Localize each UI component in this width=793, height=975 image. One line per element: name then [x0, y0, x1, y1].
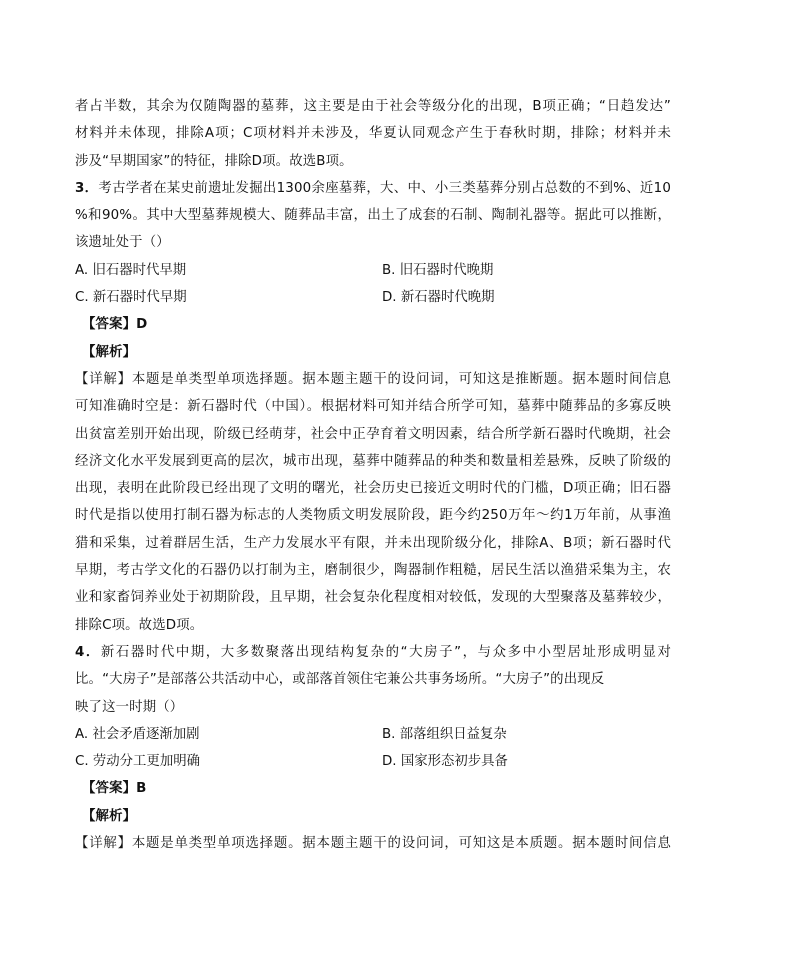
q3-option-d[interactable]: D. 新石器时代晚期	[382, 290, 495, 306]
q4-options-row-1	[75, 721, 671, 748]
q3-detail-line-4: 经济文化水平发展到更高的层次，城市出现，墓葬中随葬品的种类和数量相差悬殊，反映了阶级的	[75, 453, 671, 469]
q4-options-row-2	[75, 748, 671, 775]
q3-detail-line-5: 出现，表明在此阶段已经出现了文明的曙光，社会历史已接近文明时代的门槛，D项正确；旧石器	[75, 481, 671, 497]
q3-analysis-label: 【解析】	[82, 344, 137, 360]
q4-option-d[interactable]: D. 国家形态初步具备	[382, 754, 508, 770]
q3-detail-line-9: 业和家畜饲养业处于初期阶段，且早期，社会复杂化程度相对较低，发现的大型聚落及墓葬较少，	[75, 590, 671, 606]
q3-stem-line-2: %和90%。其中大型墓葬规模大、随葬品丰富，出土了成套的石制、陶制礼器等。据此可以推断，	[75, 208, 671, 224]
q4-stem-text-1: 新石器时代中期，大多数聚落出现结构复杂的“大房子”，与众多中小型居址形成明显对	[100, 644, 671, 660]
q4-stem-line-3: 映了这一时期（）	[75, 699, 184, 715]
q3-detail-line-6: 时代是指以使用打制石器为标志的人类物质文明发展阶段，距今约250万年～约1万年前，从事渔	[75, 508, 671, 524]
q3-detail-line-1: 【详解】本题是单类型单项选择题。据本题主题干的设问词，可知这是推断题。据本题时间信息	[75, 371, 671, 387]
q3-number: 3．	[75, 180, 99, 196]
q3-option-a[interactable]: A. 旧石器时代早期	[75, 262, 187, 278]
q3-analysis-line	[75, 339, 671, 366]
q3-detail-line-10: 排除C项。故选D项。	[75, 617, 204, 633]
q4-stem-line-1	[75, 639, 671, 666]
q3-option-c[interactable]: C. 新石器时代早期	[75, 290, 187, 306]
prev-explanation-line-3: 涉及“早期国家”的特征，排除D项。故选B项。	[75, 153, 353, 169]
q3-detail-line-2: 可知准确时空是：新石器时代（中国）。根据材料可知并结合所学可知，墓葬中随葬品的多寡反映	[75, 399, 671, 415]
q3-stem-text-1: 考古学者在某史前遗址发掘出1300余座墓葬，大、中、小三类墓葬分别占总数的不到%、近10	[98, 180, 671, 196]
prev-explanation-line-2: 材料并未体现，排除A项；C项材料并未涉及，华夏认同观念产生于春秋时期，排除；材料并未	[75, 126, 671, 142]
q3-answer-line	[75, 311, 671, 338]
q4-stem-line-2: 比。“大房子”是部落公共活动中心，或部落首领住宅兼公共事务场所。“大房子”的出现反	[75, 672, 605, 688]
q3-detail-line-7: 猎和采集，过着群居生活，生产力发展水平有限，并未出现阶级分化，排除A、B项；新石器时代	[75, 535, 671, 551]
q3-detail-line-3: 出贫富差别开始出现，阶级已经萌芽，社会中正孕育着文明因素，结合所学新石器时代晚期，社会	[75, 426, 671, 442]
q3-answer-value: D	[136, 317, 148, 333]
document-page	[75, 93, 671, 857]
q4-answer-value: B	[136, 781, 147, 797]
q4-detail-line-1: 【详解】本题是单类型单项选择题。据本题主题干的设问词，可知这是本质题。据本题时间信息	[75, 836, 671, 852]
q4-option-c[interactable]: C. 劳动分工更加明确	[75, 754, 200, 770]
q3-answer-label: 【答案】	[82, 317, 137, 333]
q3-stem-line-3: 该遗址处于（）	[75, 235, 170, 251]
q3-options-row-1	[75, 257, 671, 284]
q4-analysis-line	[75, 803, 671, 830]
q4-number: 4．	[75, 644, 101, 660]
q3-detail-line-8: 早期，考古学文化的石器仍以打制为主，磨制很少，陶器制作粗糙，居民生活以渔猎采集为主，农	[75, 563, 671, 579]
q4-analysis-label: 【解析】	[82, 808, 137, 824]
q3-options-row-2	[75, 284, 671, 311]
q3-stem-line-1	[75, 175, 671, 202]
q4-answer-label: 【答案】	[82, 781, 137, 797]
q4-option-b[interactable]: B. 部落组织日益复杂	[382, 726, 507, 742]
q3-option-b[interactable]: B. 旧石器时代晚期	[382, 262, 494, 278]
q4-option-a[interactable]: A. 社会矛盾逐渐加剧	[75, 726, 200, 742]
q4-answer-line	[75, 775, 671, 802]
prev-explanation-line-1: 者占半数，其余为仅随陶器的墓葬，这主要是由于社会等级分化的出现，B项正确；“日趋发达”	[75, 99, 671, 114]
